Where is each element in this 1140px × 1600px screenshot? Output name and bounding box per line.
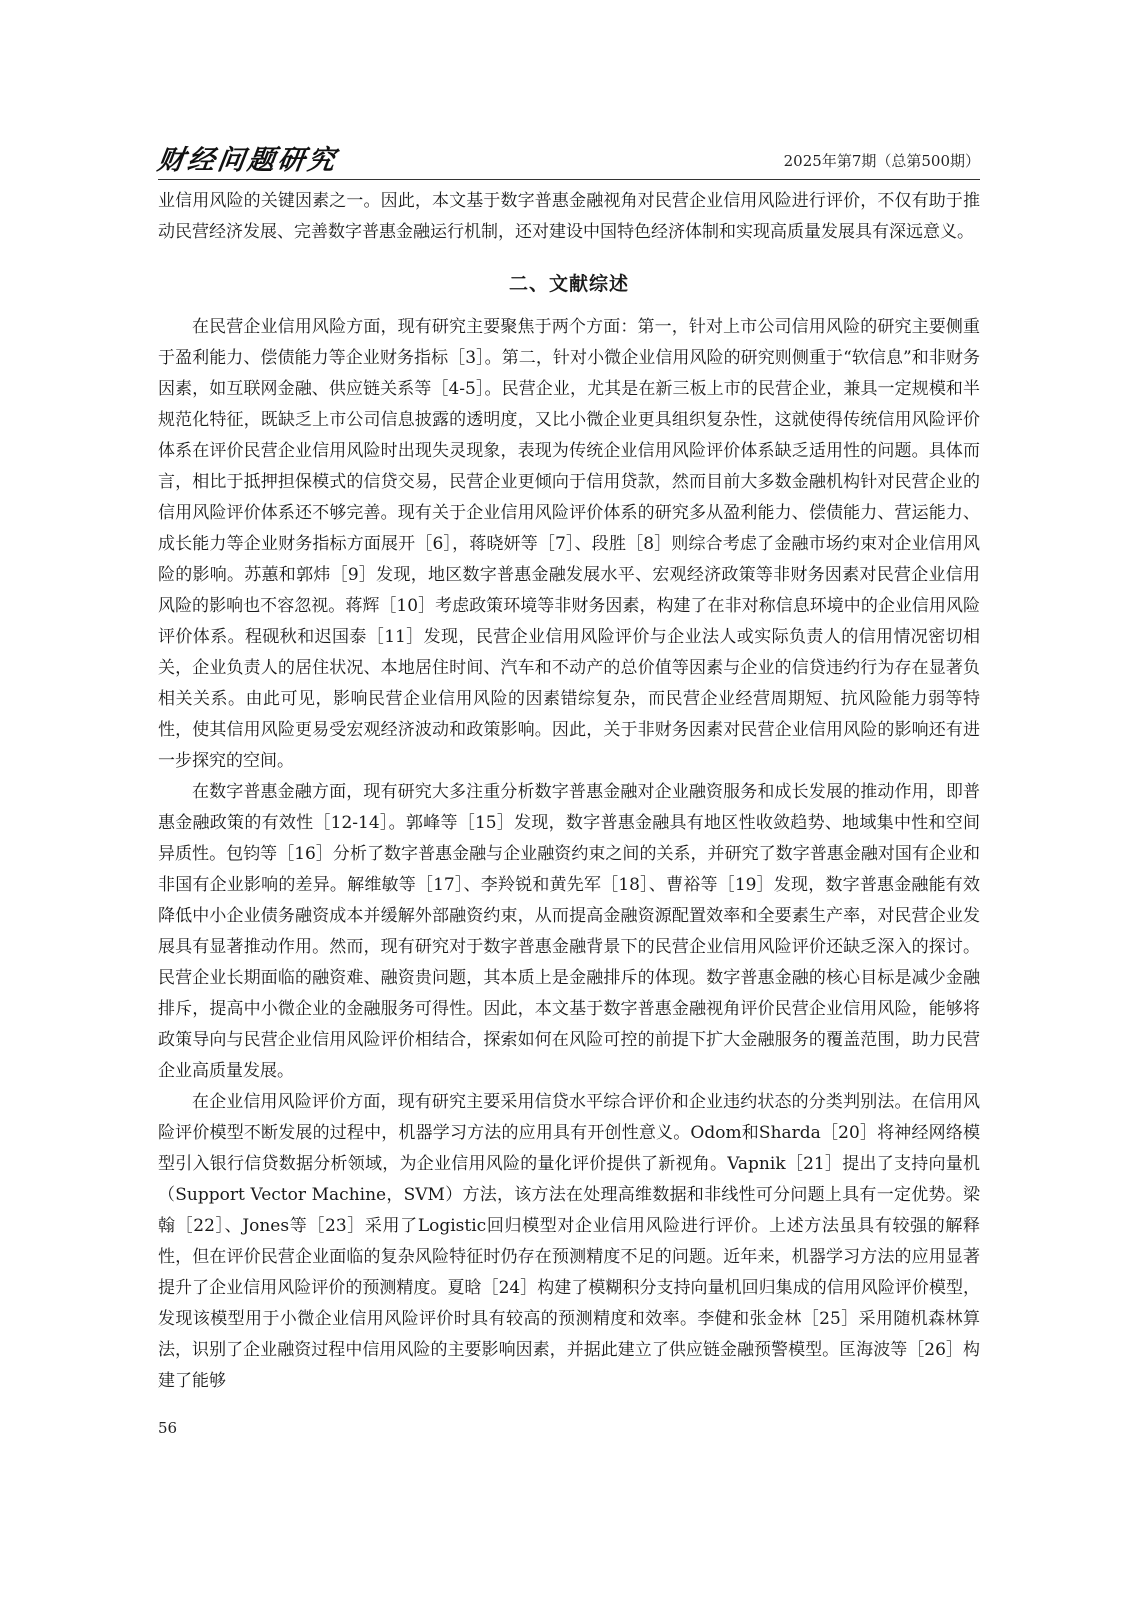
journal-logo: 财经问题研究 [155, 145, 340, 176]
body-paragraph-3: 在企业信用风险评价方面，现有研究主要采用信贷水平综合评价和企业违约状态的分类判别法。在信用风险评价模型不断发展的过程中，机器学习方法的应用具有开创性意义。Odom和Sharda［20］将神经网络模型引入银行信贷数据分析领域，为企业信用风险的量化评价提供了新视角。Vapnik［21］提出了支持向量机（Support Vector Machine，SVM）方法，该方法在处理高维数据和非线性可分问题上具有一定优势。梁翰［22］、Jones等［23］采用了Logistic回归模型对企业信用风险进行评价。上述方法虽具有较强的解释性，但在评价民营企业面临的复杂风险特征时仍存在预测精度不足的问题。近年来，机器学习方法的应用显著提升了企业信用风险评价的预测精度。夏晗［24］构建了模糊积分支持向量机回归集成的信用风险评价模型，发现该模型用于小微企业信用风险评价时具有较高的预测精度和效率。李健和张金林［25］采用随机森林算法，识别了企业融资过程中信用风险的主要影响因素，并据此建立了供应链金融预警模型。匡海波等［26］构建了能够 [158, 1092, 980, 1391]
page-number: 56 [158, 1419, 178, 1437]
page-header [155, 138, 980, 180]
section-heading: 二、文献综述 [508, 273, 629, 295]
header-divider [158, 179, 980, 180]
article-body [158, 186, 980, 1397]
body-paragraph-2: 在数字普惠金融方面，现有研究大多注重分析数字普惠金融对企业融资服务和成长发展的推动作用，即普惠金融政策的有效性［12-14］。郭峰等［15］发现，数字普惠金融具有地区性收敛趋势、地域集中性和空间异质性。包钧等［16］分析了数字普惠金融与企业融资约束之间的关系，并研究了数字普惠金融对国有企业和非国有企业影响的差异。解维敏等［17］、李羚锐和黄先军［18］、曹裕等［19］发现，数字普惠金融能有效降低中小企业债务融资成本并缓解外部融资约束，从而提高金融资源配置效率和全要素生产率，对民营企业发展具有显著推动作用。然而，现有研究对于数字普惠金融背景下的民营企业信用风险评价还缺乏深入的探讨。民营企业长期面临的融资难、融资贵问题，其本质上是金融排斥的体现。数字普惠金融的核心目标是减少金融排斥，提高中小微企业的金融服务可得性。因此，本文基于数字普惠金融视角评价民营企业信用风险，能够将政策导向与民营企业信用风险评价相结合，探索如何在风险可控的前提下扩大金融服务的覆盖范围，助力民营企业高质量发展。 [158, 782, 980, 1081]
continued-paragraph: 业信用风险的关键因素之一。因此，本文基于数字普惠金融视角对民营企业信用风险进行评价，不仅有助于推动民营经济发展、完善数字普惠金融运行机制，还对建设中国特色经济体制和实现高质量发展具有深远意义。 [158, 191, 980, 242]
issue-info: 2025年第7期（总第500期） [783, 152, 980, 170]
body-paragraph-1: 在民营企业信用风险方面，现有研究主要聚焦于两个方面：第一，针对上市公司信用风险的研究主要侧重于盈利能力、偿债能力等企业财务指标［3］。第二，针对小微企业信用风险的研究则侧重于“软信息”和非财务因素，如互联网金融、供应链关系等［4-5］。民营企业，尤其是在新三板上市的民营企业，兼具一定规模和半规范化特征，既缺乏上市公司信息披露的透明度，又比小微企业更具组织复杂性，这就使得传统信用风险评价体系在评价民营企业信用风险时出现失灵现象，表现为传统企业信用风险评价体系缺乏适用性的问题。具体而言，相比于抵押担保模式的信贷交易，民营企业更倾向于信用贷款，然而目前大多数金融机构针对民营企业的信用风险评价体系还不够完善。现有关于企业信用风险评价体系的研究多从盈利能力、偿债能力、营运能力、成长能力等企业财务指标方面展开［6］，蒋晓妍等［7］、段胜［8］则综合考虑了金融市场约束对企业信用风险的影响。苏蕙和郭炜［9］发现，地区数字普惠金融发展水平、宏观经济政策等非财务因素对民营企业信用风险的影响也不容忽视。蒋辉［10］考虑政策环境等非财务因素，构建了在非对称信息环境中的企业信用风险评价体系。程砚秋和迟国泰［11］发现，民营企业信用风险评价与企业法人或实际负责人的信用情况密切相关，企业负责人的居住状况、本地居住时间、汽车和不动产的总价值等因素与企业的信贷违约行为存在显著负相关关系。由此可见，影响民营企业信用风险的因素错综复杂，而民营企业经营周期短、抗风险能力弱等特性，使其信用风险更易受宏观经济波动和政策影响。因此，关于非财务因素对民营企业信用风险的影响还有进一步探究的空间。 [158, 317, 980, 771]
